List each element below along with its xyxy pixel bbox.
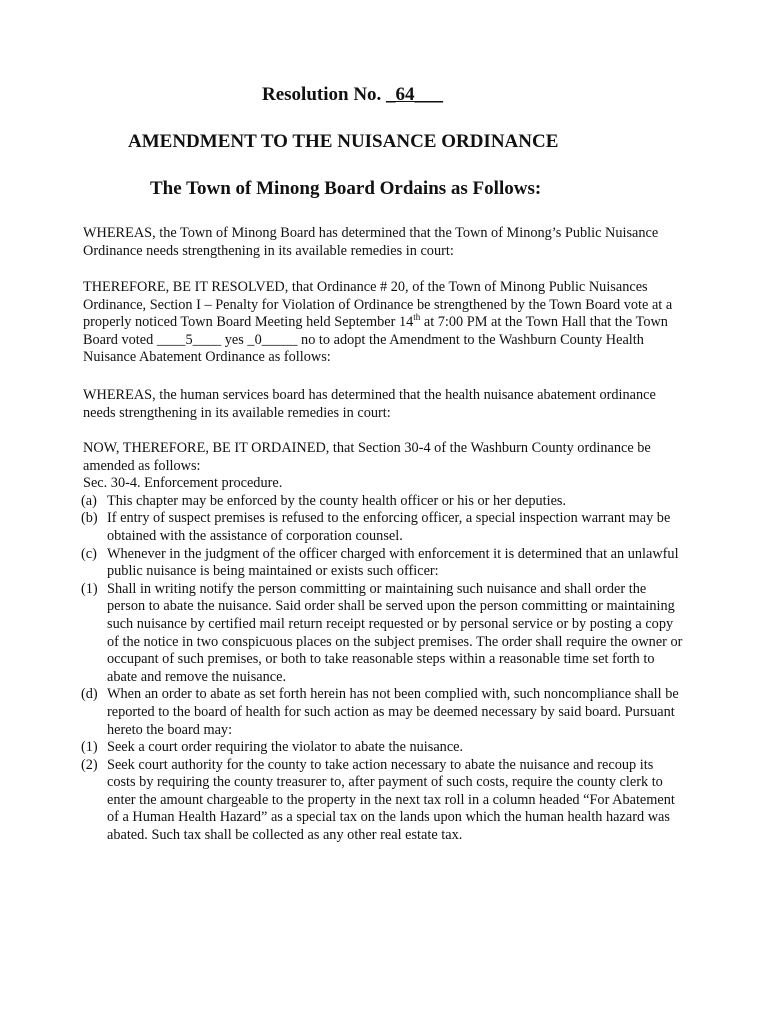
- list-marker: (b): [81, 510, 98, 527]
- list-item: [83, 493, 683, 511]
- document-subtitle: The Town of Minong Board Ordains as Follows:: [150, 178, 542, 199]
- therefore-part-2: at 7:00 PM at the Town Hall that the Town Board voted: [83, 314, 668, 348]
- therefore-part-1: THEREFORE, BE IT RESOLVED, that Ordinance # 20, of the Town of Minong Public Nuisances Ordinance, Section I – Penalty for Violation of Ordinance be strengthened by the Town Board vote at a properly noticed Town Board Meeting held September 14: [83, 279, 673, 331]
- document-title: AMENDMENT TO THE NUISANCE ORDINANCE: [128, 131, 559, 152]
- list-item: [83, 546, 683, 581]
- now-therefore-text: NOW, THEREFORE, BE IT ORDAINED, that Section 30-4 of the Washburn County ordinance be amended as follows:: [83, 440, 651, 474]
- list-item-text: When an order to abate as set forth herein has not been complied with, such noncompliance shall be reported to the board of health for such action as may be deemed necessary by said board. Pursuant hereto the board may:: [107, 686, 679, 738]
- yes-label: yes: [221, 331, 248, 348]
- whereas-paragraph-2: [83, 387, 683, 422]
- resolution-number: _64___: [386, 84, 444, 105]
- list-marker: (d): [81, 686, 98, 703]
- list-marker: (1): [81, 580, 98, 597]
- list-marker: (a): [81, 492, 97, 509]
- therefore-part-3: no to adopt the Amendment to the Washburn County Health Nuisance Abatement Ordinance as follows:: [83, 331, 644, 366]
- list-item: [83, 510, 683, 545]
- list-item: [83, 581, 683, 687]
- list-item-text: Shall in writing notify the person committing or maintaining such nuisance and shall order the person to abate the nuisance. Said order shall be served upon the person committing or maintaining such nuisance by certified mail return receipt requested or by personal service or by posting a copy of the notice in two conspicuous places on the subject premises. The order shall require the owner or occupant of such premises, or both to take reasonable steps within a reasonable time set forth to abate and remove the nuisance.: [107, 580, 683, 685]
- list-item-text: Seek a court order requiring the violator to abate the nuisance.: [107, 739, 464, 756]
- ordained-block: [83, 440, 683, 845]
- list-item: [83, 757, 683, 845]
- whereas-text-2: WHEREAS, the human services board has determined that the health nuisance abatement ordinance needs strengthening in its available remedies in court:: [83, 387, 656, 421]
- resolution-label: Resolution No.: [262, 84, 387, 105]
- ordinal-suffix: th: [413, 312, 421, 323]
- list-item: [83, 686, 683, 739]
- yes-vote-field: ____5____: [156, 331, 222, 348]
- resolution-number-line: [262, 84, 443, 106]
- therefore-text: [83, 279, 683, 367]
- list-marker: (2): [81, 756, 98, 773]
- list-item-text: Seek court authority for the county to take action necessary to abate the nuisance and recoup its costs by requiring the county treasurer to, after payment of such costs, require the county clerk to enter the amount chargeable to the property in the next tax roll in a column headed “For Abatement of a Human Health Hazard” as a special tax on the lands upon which the human health hazard was abated. Such tax shall be collected as any other real estate tax.: [107, 756, 675, 844]
- list-marker: (c): [81, 545, 97, 562]
- list-item: [83, 739, 683, 757]
- section-heading: Sec. 30-4. Enforcement procedure.: [83, 475, 283, 492]
- whereas-text-1: WHEREAS, the Town of Minong Board has determined that the Town of Minong’s Public Nuisance Ordinance needs strengthening in its available remedies in court:: [83, 225, 659, 259]
- list-marker: (1): [81, 739, 98, 756]
- whereas-paragraph-1: [83, 225, 683, 260]
- list-item-text: Whenever in the judgment of the officer charged with enforcement it is determined that an unlawful public nuisance is being maintained or exists such officer:: [107, 545, 679, 580]
- therefore-paragraph: [83, 279, 683, 367]
- list-item-text: This chapter may be enforced by the county health officer or his or her deputies.: [107, 492, 567, 509]
- list-item-text: If entry of suspect premises is refused to the enforcing officer, a special inspection warrant may be obtained with the assistance of corporation counsel.: [107, 510, 671, 544]
- no-vote-field: _0_____: [247, 331, 298, 348]
